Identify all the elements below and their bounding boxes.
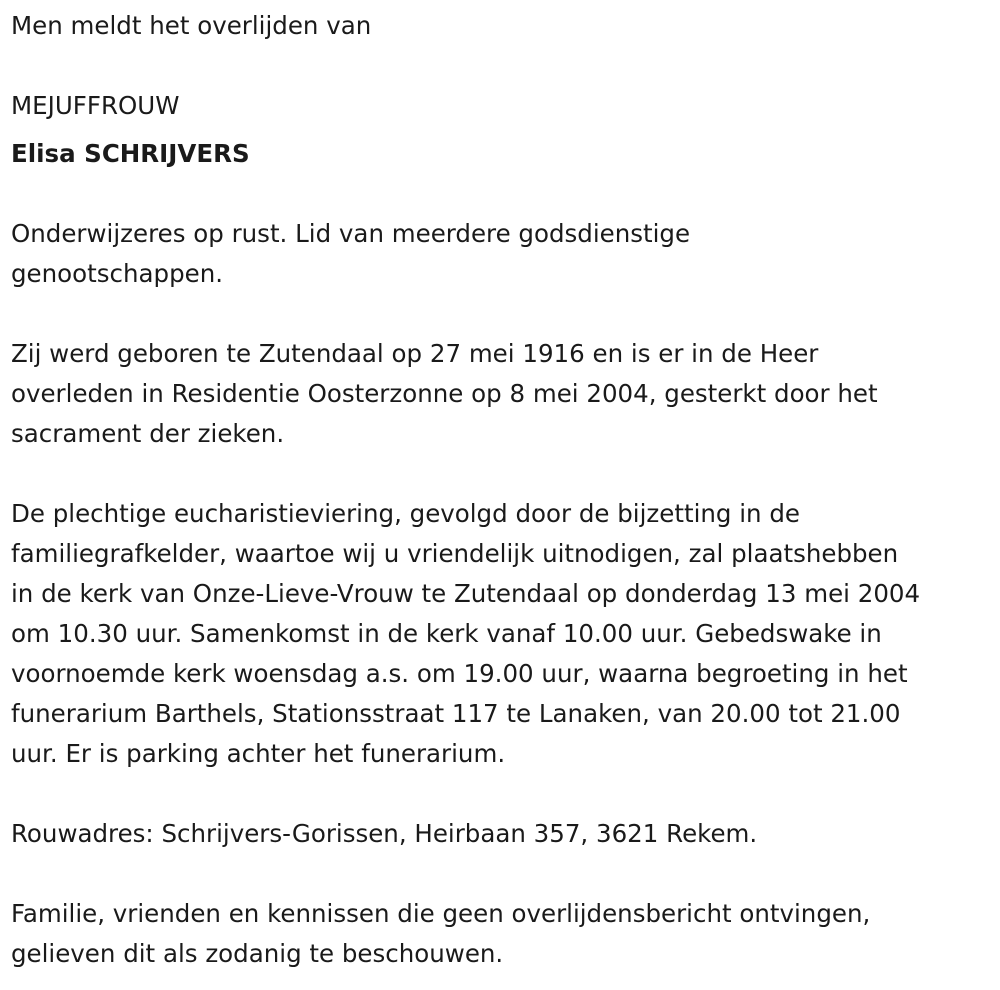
title-prefix: MEJUFFROUW	[11, 91, 180, 120]
text-line: De plechtige eucharistieviering, gevolgd door de bijzetting in de	[11, 499, 800, 528]
text-line: funerarium Barthels, Stationsstraat 117 te Lanaken, van 20.00 tot 21.00	[11, 699, 901, 728]
spacer	[11, 174, 993, 214]
text-line: Zij werd geboren te Zutendaal op 27 mei 1916 en is er in de Heer	[11, 339, 819, 368]
text-line: familiegrafkelder, waartoe wij u vriendelijk uitnodigen, zal plaatshebben	[11, 539, 899, 568]
spacer	[11, 774, 993, 814]
ceremony-paragraph	[11, 494, 993, 774]
death-notice	[11, 6, 993, 974]
closing-paragraph	[11, 894, 993, 974]
spacer	[11, 854, 993, 894]
occupation-paragraph	[11, 214, 993, 294]
mourning-address: Rouwadres: Schrijvers-Gorissen, Heirbaan 357, 3621 Rekem.	[11, 819, 758, 848]
intro-text: Men meldt het overlijden van	[11, 11, 372, 40]
text-line: overleden in Residentie Oosterzonne op 8 mei 2004, gesterkt door het	[11, 379, 878, 408]
text-line: uur. Er is parking achter het funerarium.	[11, 739, 506, 768]
deceased-name: Elisa SCHRIJVERS	[11, 139, 250, 168]
spacer	[11, 126, 993, 134]
spacer	[11, 454, 993, 494]
spacer	[11, 46, 993, 86]
text-line: genootschappen.	[11, 259, 224, 288]
text-line: om 10.30 uur. Samenkomst in de kerk vanaf 10.00 uur. Gebedswake in	[11, 619, 882, 648]
text-line: Familie, vrienden en kennissen die geen overlijdensbericht ontvingen,	[11, 899, 871, 928]
birth-death-paragraph	[11, 334, 993, 454]
text-line: in de kerk van Onze-Lieve-Vrouw te Zutendaal op donderdag 13 mei 2004	[11, 579, 921, 608]
text-line: gelieven dit als zodanig te beschouwen.	[11, 939, 504, 968]
text-line: sacrament der zieken.	[11, 419, 285, 448]
spacer	[11, 294, 993, 334]
text-line: Onderwijzeres op rust. Lid van meerdere godsdienstige	[11, 219, 691, 248]
text-line: voornoemde kerk woensdag a.s. om 19.00 uur, waarna begroeting in het	[11, 659, 908, 688]
